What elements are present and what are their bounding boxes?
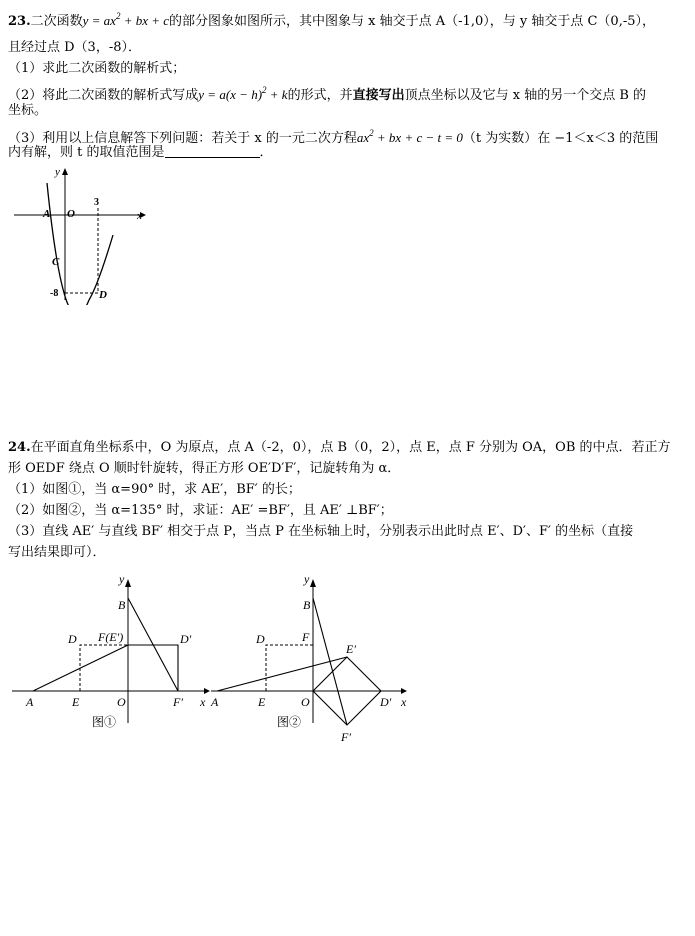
q24-figure-2 (205, 573, 415, 748)
fig1-fp-label: F′ (173, 695, 183, 709)
q24-figure-1 (8, 573, 218, 738)
origin-label: O (67, 208, 75, 220)
q23-intro-a: 二次函数 (30, 14, 83, 29)
fig2-a-label: A (211, 695, 219, 709)
fig2-b-label: B (303, 598, 311, 612)
q24-line2: 形 OEDF 绕点 O 顺时针旋转，得正方形 OE′D′F′，记旋转角为 α． (8, 461, 401, 476)
fig2-dp-label: D′ (380, 695, 392, 709)
fig2-ep-label: E′ (346, 642, 356, 656)
fig1-y-label: y (119, 573, 125, 586)
fig1-d-label: D (68, 632, 77, 646)
q23-func: $y = ax^2$ + bx + c (82, 11, 170, 28)
q23-intro-b: 的部分图象如图所示，其中图象与 x 轴交于点 A（-1,0），与 y 轴交于点 C（0,-5）， (169, 14, 655, 29)
q24-number: 24. (8, 440, 31, 455)
q23-part3-line2: 内有解，则 t 的取值范围是 ． (8, 145, 273, 160)
x-axis-label: x (137, 210, 142, 222)
fig2-y-label: y (304, 573, 310, 586)
tick-minus8-label: -8 (50, 288, 59, 299)
fig1-dp-label: D′ (180, 632, 192, 646)
q24-part1: （1）如图①，当 α=90° 时，求 AE′，BF′ 的长； (8, 482, 301, 497)
q23-vertex-form: $y = a(x - h)^2 + k$ (198, 85, 288, 102)
y-axis-label: y (55, 166, 60, 178)
fig1-b-label: B (118, 598, 126, 612)
q23-number: 23. (8, 14, 31, 29)
fig1-fe-label: F(E′) (98, 630, 124, 644)
fig2-f-label: F (302, 630, 310, 644)
q24-part3-line2: 写出结果即可）． (8, 545, 106, 560)
fig2-d-label: D (256, 632, 265, 646)
q23-part1: （1）求此二次函数的解析式； (8, 61, 186, 76)
fig2-caption: 图② (277, 715, 302, 729)
q23-parabola-graph (10, 165, 150, 305)
q23-direct-write: 直接写出 (352, 88, 405, 103)
point-d-label: D (99, 289, 107, 301)
q24-line1: 24.在平面直角坐标系中，O 为原点，点 A（-2，0），点 B（0，2），点 E，点 F 分别为 OA，OB 的中点．若正方 (8, 440, 671, 455)
fig2-x-label: x (401, 695, 407, 709)
tick-3-label: 3 (94, 197, 99, 208)
q23-line1 (8, 8, 655, 30)
fig2-fp-label: F′ (341, 730, 351, 744)
fig2-e-label: E (258, 695, 266, 709)
q24-part2: （2）如图②，当 α=135° 时，求证：AE′ =BF′，且 AE′ ⊥BF′； (8, 503, 393, 518)
fig2-o-label: O (301, 695, 310, 709)
fig1-a-label: A (26, 695, 34, 709)
answer-blank[interactable] (165, 145, 260, 158)
q23-part3: （3）利用以上信息解答下列问题：若关于 x 的一元二次方程$ax^2$ + bx + c − t = 0（t 为实数）在 −1＜x＜3 的范围 (8, 128, 659, 146)
q23-part2: （2）将此二次函数的解析式写成$y = a(x - h)^2 + k$的形式，并直接写出顶点坐标以及它与 x 轴的另一个交点 B 的 (8, 85, 647, 103)
fig1-caption: 图① (92, 715, 117, 729)
fig1-e-label: E (72, 695, 80, 709)
fig1-o-label: O (117, 695, 126, 709)
point-a-label: A (43, 208, 51, 220)
point-c-label: C (52, 256, 60, 268)
fig1-x-label: x (200, 695, 206, 709)
q24-part3: （3）直线 AE′ 与直线 BF′ 相交于点 P，当点 P 在坐标轴上时，分别表示出此时点 E′、D′、F′ 的坐标（直接 (8, 524, 634, 539)
q23-part2-line2: 坐标。 (8, 103, 48, 118)
q23-line2: 且经过点 D（3，-8）． (8, 40, 141, 55)
q23-equation: $ax^2$ + bx + c − t = 0 (356, 128, 463, 145)
